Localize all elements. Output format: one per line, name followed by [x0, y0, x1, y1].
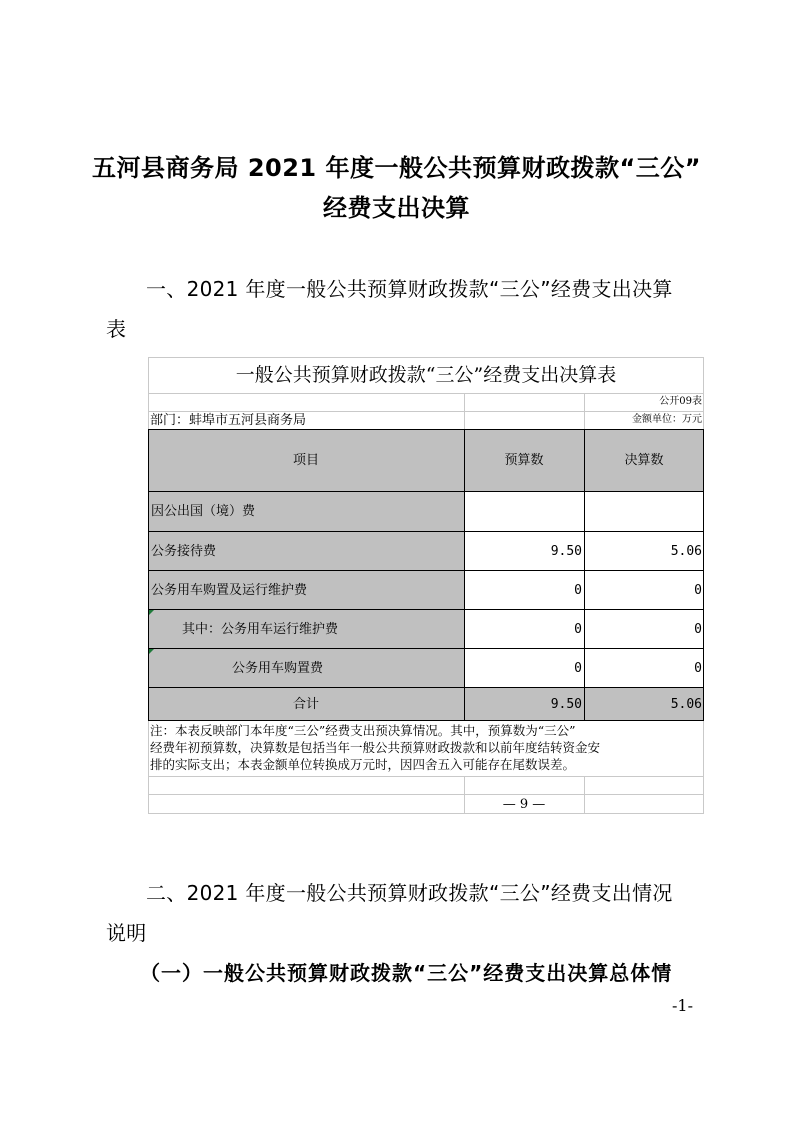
row-budget: 0 [574, 660, 582, 676]
row-actual: 0 [694, 660, 702, 676]
row-actual: 5.06 [670, 543, 702, 559]
section2-heading: 二、2021 年度一般公共预算财政拨款“三公”经费支出情况 [146, 881, 673, 905]
cell-marker-icon [149, 610, 154, 615]
row-label: 公务用车购置费 [232, 660, 324, 676]
row-label: 公务接待费 [151, 543, 217, 559]
row-budget [464, 492, 584, 531]
table-title: 一般公共预算财政拨款“三公”经费支出决算表 [235, 363, 617, 386]
form-code: 公开09表 [659, 396, 702, 407]
header-actual: 决算数 [624, 453, 664, 468]
header-item: 项目 [292, 453, 319, 468]
table-note-line2: 经费年初预算数，决算数是包括当年一般公共预算财政拨款和以前年度结转资金安 [150, 740, 601, 756]
row-actual: 0 [694, 621, 702, 637]
unit-label: 金额单位：万元 [632, 414, 702, 425]
section1-heading-cont: 表 [106, 317, 127, 341]
document-title-line2: 经费支出决算 [323, 194, 470, 222]
row-budget: 0 [574, 621, 582, 637]
header-budget: 预算数 [504, 453, 544, 468]
page-number: -1- [672, 996, 693, 1015]
inner-page-number: — 9 — [502, 796, 546, 812]
total-label: 合计 [292, 696, 319, 712]
row-budget: 0 [574, 582, 582, 598]
row-actual [584, 492, 704, 531]
table-note-line3: 排的实际支出；本表金额单位转换成万元时，因四舍五入可能存在尾数误差。 [150, 757, 576, 773]
row-label: 其中：公务用车运行维护费 [182, 621, 339, 637]
total-actual: 5.06 [670, 696, 702, 712]
cell-marker-icon [149, 649, 154, 654]
subsection1-heading: （一）一般公共预算财政拨款“三公”经费支出决算总体情 [140, 961, 673, 985]
expenditure-table [148, 357, 704, 813]
row-budget: 9.50 [550, 543, 582, 559]
section2-heading-cont: 说明 [106, 921, 147, 945]
row-label: 公务用车购置及运行维护费 [151, 582, 308, 598]
table-note-line1: 注：本表反映部门本年度“三公”经费支出预决算情况。其中，预算数为“三公” [150, 723, 576, 739]
row-label: 因公出国（境）费 [151, 504, 256, 519]
row-actual: 0 [694, 582, 702, 598]
department-label: 部门：蚌埠市五河县商务局 [150, 412, 307, 428]
section1-heading: 一、2021 年度一般公共预算财政拨款“三公”经费支出决算 [146, 277, 673, 301]
total-budget: 9.50 [550, 696, 582, 712]
document-title-line1: 五河县商务局 2021 年度一般公共预算财政拨款“三公” [91, 154, 702, 182]
